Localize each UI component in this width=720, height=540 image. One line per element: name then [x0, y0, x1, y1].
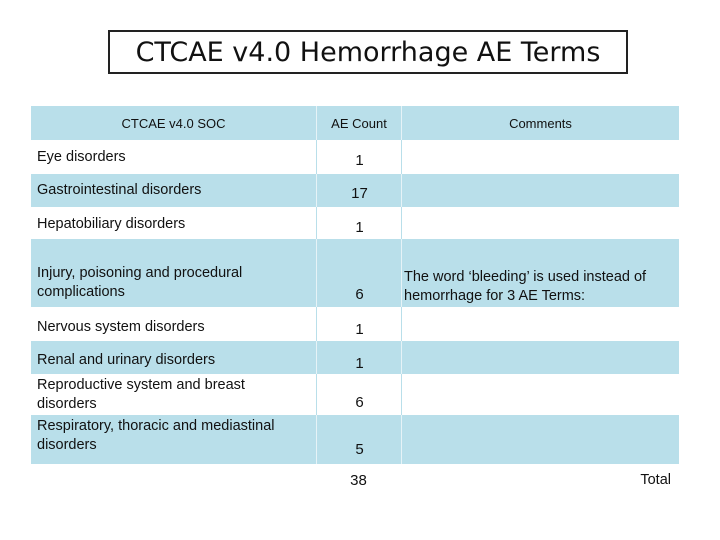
header-soc: CTCAE v4.0 SOC — [121, 115, 226, 131]
count-cell: 1 — [355, 152, 364, 169]
header-comments: Comments — [401, 106, 679, 140]
soc-cell: Respiratory, thoracic and mediastinal disorders — [37, 418, 275, 453]
comment-cell: The word ‘bleeding’ is used instead of hemorrhage for 3 AE Terms: — [404, 269, 647, 304]
count-cell: 5 — [355, 441, 364, 458]
count-cell: 1 — [355, 355, 364, 372]
soc-cell: Gastrointestinal disorders — [37, 182, 202, 198]
soc-cell: Eye disorders — [37, 149, 126, 165]
count-cell: 17 — [351, 185, 368, 202]
table-row — [31, 374, 679, 415]
soc-cell: Renal and urinary disorders — [37, 352, 216, 368]
table-header-row — [31, 106, 679, 140]
soc-cell: Injury, poisoning and procedural complications — [37, 265, 243, 300]
total-row — [31, 464, 679, 494]
total-value: 38 — [350, 472, 367, 489]
soc-cell: Hepatobiliary disorders — [37, 216, 186, 232]
table-row — [31, 239, 679, 307]
soc-cell: Nervous system disorders — [37, 319, 205, 335]
count-cell: 1 — [355, 219, 364, 236]
page-title — [108, 30, 628, 74]
count-cell: 1 — [355, 321, 364, 338]
total-label: Total — [640, 472, 671, 488]
count-cell: 6 — [355, 394, 364, 411]
table-row — [31, 174, 679, 207]
table-row — [31, 140, 679, 174]
table-row — [31, 415, 679, 464]
count-cell: 6 — [355, 286, 364, 303]
table-row — [31, 207, 679, 239]
table-row — [31, 341, 679, 374]
page-title-text: CTCAE v4.0 Hemorrhage AE Terms — [135, 36, 601, 68]
ae-terms-table — [31, 106, 679, 494]
soc-cell: Reproductive system and breast disorders — [37, 377, 245, 412]
header-ae-count: AE Count — [316, 106, 401, 140]
table-row — [31, 307, 679, 341]
